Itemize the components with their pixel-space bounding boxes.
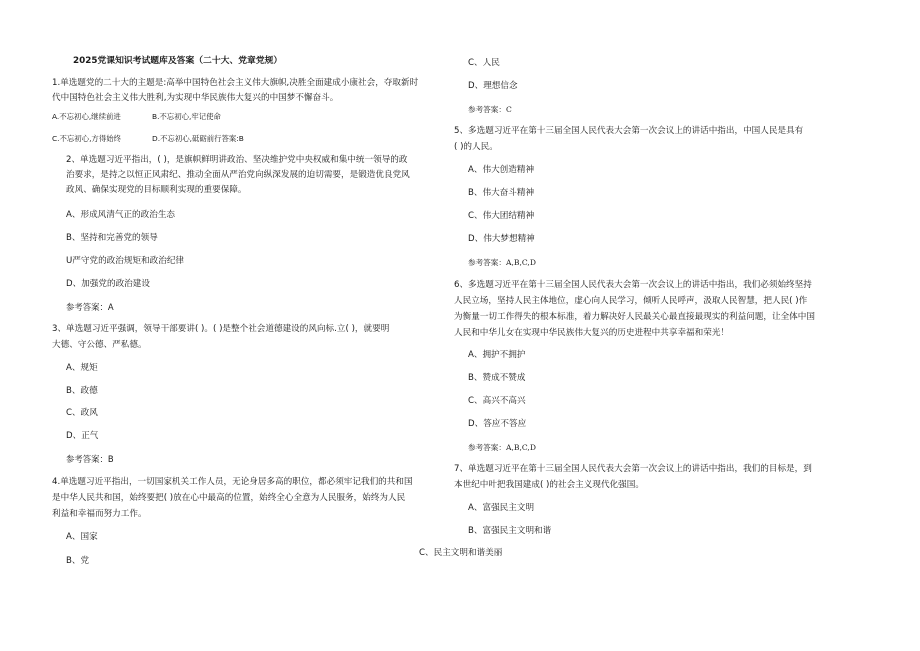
q4-option-a: A、国家 (66, 532, 98, 542)
q3-line-2: 大德、守公德、严私德。 (52, 340, 147, 350)
q2-line-3: 政风、确保实现党的目标顺利实现的重要保障。 (66, 185, 247, 195)
q5-option-d: D、伟大梦想精神 (468, 234, 535, 244)
q6-line-2: 人民立场，坚持人民主体地位，虚心向人民学习，倾听人民呼声，汲取人民智慧，把人民( )作 (454, 296, 808, 306)
q4-line-2: 是中华人民共和国，始终要把( )放在心中最高的位置，始终全心全意为人民服务，始终为人民 (52, 493, 406, 503)
q7-line-2: 本世纪中叶把我国建成( )的社会主义现代化强国。 (454, 480, 644, 490)
q6-line-1: 6、多选题习近平在第十三届全国人民代表大会第一次会议上的讲话中指出，我们必须始终坚持 (454, 280, 812, 290)
q7-option-c: C、民主文明和谐美丽 (419, 548, 503, 558)
q1-option-c: C.不忘初心,方得始终 (52, 134, 121, 143)
q3-option-b: B、政德 (66, 386, 98, 396)
q5-option-b: B、伟大奋斗精神 (468, 188, 535, 198)
q2-option-a: A、形成风清气正的政治生态 (66, 210, 176, 220)
q2-option-b: B、坚持和完善党的领导 (66, 233, 158, 243)
q5-line-2: ( )的人民。 (454, 142, 498, 152)
q7-line-1: 7、单选题习近平在第十三届全国人民代表大会第一次会议上的讲话中指出，我们的目标是，到 (454, 464, 812, 474)
q5-line-1: 5、多选题习近平在第十三届全国人民代表大会第一次会议上的讲话中指出，中国人民是具有 (454, 126, 804, 136)
q6-answer: 参考答案：A,B,C,D (468, 443, 536, 452)
q4-option-b: B、党 (66, 556, 90, 566)
q5-option-a: A、伟大创造精神 (468, 165, 535, 175)
q4-line-1: 4.单选题习近平指出，一切国家机关工作人员，无论身居多高的职位，都必须牢记我们的共和国 (52, 477, 413, 487)
q1-option-a: A.不忘初心,继续前进 (52, 112, 121, 121)
q1-line-2: 代中国特色社会主义伟大胜利,为实现中华民族伟大复兴的中国梦不懈奋斗。 (52, 93, 339, 103)
q2-line-2: 治要求，是持之以恒正风肃纪、推动全面从严治党向纵深发展的迫切需要，是锻造优良党风 (66, 170, 410, 180)
q5-option-c: C、伟大团结精神 (468, 211, 535, 221)
q1-option-b: B.不忘初心,牢记使命 (152, 112, 221, 121)
q3-option-a: A、规矩 (66, 363, 98, 373)
q1-line-1: 1.单选题党的二十大的主题是:高举中国特色社会主义伟大旗帜,决胜全面建成小康社会，夺取新时 (52, 78, 419, 88)
q2-answer: 参考答案：A (66, 302, 114, 312)
q2-option-d: D、加强党的政治建设 (66, 279, 150, 289)
q6-option-a: A、拥护不拥护 (468, 350, 526, 360)
q4-option-c: C、人民 (468, 58, 500, 68)
q6-option-c: C、高兴不高兴 (468, 396, 526, 406)
q6-line-4: 人民和中华儿女在实现中华民族伟大复兴的历史进程中共享幸福和荣光！ (454, 328, 730, 338)
q6-option-b: B、赞成不赞成 (468, 373, 526, 383)
q3-option-d: D、正气 (66, 431, 99, 441)
q7-option-b: B、富强民主文明和谐 (468, 526, 552, 536)
q4-option-d: D、理想信念 (468, 81, 518, 91)
q4-answer: 参考答案：C (468, 105, 512, 114)
q5-answer: 参考答案：A,B,C,D (468, 258, 536, 267)
q1-option-d-answer: D.不忘初心,砥砺前行答案:B (152, 134, 244, 143)
q2-option-c: U严守党的政治规矩和政治纪律 (66, 256, 185, 266)
q6-option-d: D、答应不答应 (468, 419, 527, 429)
q2-line-1: 2、单选题习近平指出，( )，是旗帜鲜明讲政治、坚决维护党中央权威和集中统一领导的政 (66, 155, 408, 165)
document-title: 2025党课知识考试题库及答案（二十大、党章党规） (73, 56, 283, 66)
q4-line-3: 利益和幸福而努力工作。 (52, 509, 147, 519)
q3-option-c: C、政风 (66, 408, 98, 418)
q6-line-3: 为衡量一切工作得失的根本标准，着力解决好人民最关心最直接最现实的利益问题，让全体中国 (454, 312, 815, 322)
q7-option-a: A、富强民主文明 (468, 503, 535, 513)
q3-line-1: 3、单选题习近平强调，领导干部要讲( )。( )是整个社会道德建设的风向标.立( )，就要明 (52, 324, 390, 334)
q3-answer: 参考答案：B (66, 454, 114, 464)
